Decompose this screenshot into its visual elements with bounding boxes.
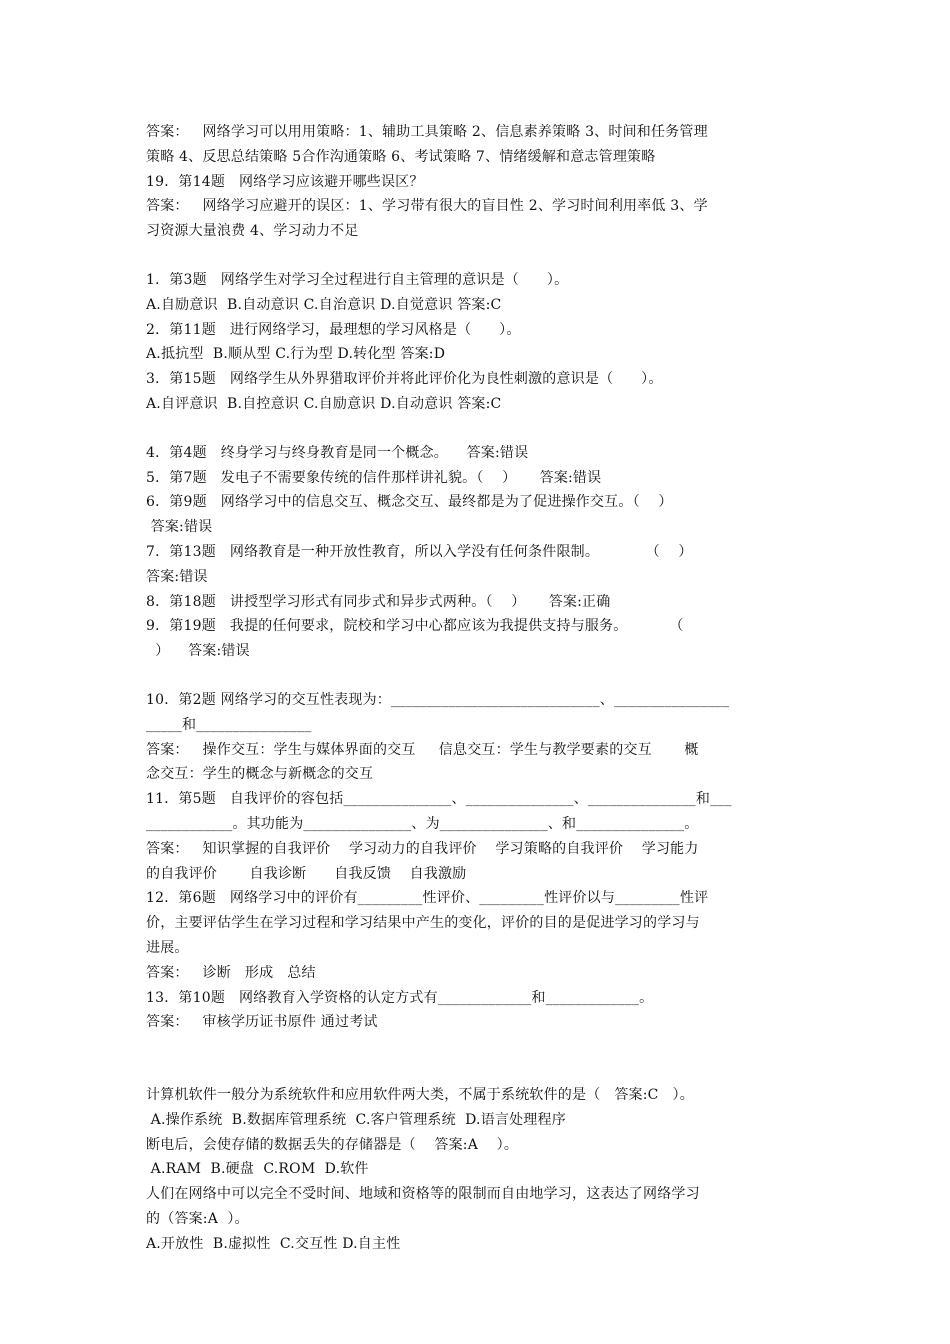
text-line: 7．第13题 网络教育是一种开放性教育，所以入学没有任何条件限制。 （ ） xyxy=(146,543,693,560)
text-line: _____和________________ xyxy=(146,716,312,733)
text-line: 9．第19题 我提的任何要求，院校和学习中心都应该为我提供支持与服务。 （ xyxy=(146,618,684,635)
text-line: 习资源大量浪费 4、学习动力不足 xyxy=(146,223,359,240)
text-line: 的（答案:A ）。 xyxy=(146,1211,249,1228)
text-line: 断电后，会使存储的数据丢失的存储器是（ 答案:A ）。 xyxy=(146,1136,519,1153)
text-line: A.自评意识 B.自控意识 C.自励意识 D.自动意识 答案:C xyxy=(146,395,502,412)
text-line: 3．第15题 网络学生从外界猎取评价并将此评价化为良性刺激的意识是（ ）。 xyxy=(146,371,663,388)
text-line: 1．第3题 网络学生对学习全过程进行自主管理的意识是（ ）。 xyxy=(146,271,569,288)
text-line: 11．第5题 自我评价的容包括_______________、_______________、_______________和___ xyxy=(146,791,732,808)
text-line: 2．第11题 进行网络学习，最理想的学习风格是（ ）。 xyxy=(146,321,521,338)
text-line: 答案： 操作交互：学生与媒体界面的交互 信息交互：学生与教学要素的交互 概 xyxy=(146,741,699,758)
text-line: 19．第14题 网络学习应该避开哪些误区？ xyxy=(146,173,424,190)
text-line: 策略 4、反思总结策略 5合作沟通策略 6、考试策略 7、情绪缓解和意志管理策略 xyxy=(146,148,656,165)
block-strategy-answers xyxy=(146,120,808,244)
text-line: 答案： 诊断 形成 总结 xyxy=(146,964,316,981)
text-line: ____________。其功能为_______________、为_______________、和_______________。 xyxy=(146,815,699,832)
text-line: 答案:错误 xyxy=(146,568,208,585)
text-line: 8．第18题 讲授型学习形式有同步式和异步式两种。（ ） 答案:正确 xyxy=(146,593,611,610)
text-line: A.操作系统 B.数据库管理系统 C.客户管理系统 D.语言处理程序 xyxy=(146,1111,566,1128)
block-single-choice xyxy=(146,268,808,417)
text-line: 4．第4题 终身学习与终身教育是同一个概念。 答案:错误 xyxy=(146,444,529,461)
text-line: A.开放性 B.虚拟性 C.交互性 D.自主性 xyxy=(146,1235,401,1252)
document-body xyxy=(146,120,808,1257)
text-line: 计算机软件一般分为系统软件和应用软件两大类，不属于系统软件的是（ 答案:C ）。 xyxy=(146,1087,694,1104)
text-line: A.自励意识 B.自动意识 C.自治意识 D.自觉意识 答案:C xyxy=(146,296,502,313)
text-line: 答案： 网络学习应避开的误区：1、学习带有很大的盲目性 2、学习时间利用率低 3、学 xyxy=(146,198,708,215)
text-line: ） 答案:错误 xyxy=(146,643,250,660)
text-line: 5．第7题 发电子不需要象传统的信件那样讲礼貌。（ ） 答案:错误 xyxy=(146,469,602,486)
block-computer-questions xyxy=(146,1083,808,1257)
text-line: 答案： 审核学历证书原件 通过考试 xyxy=(146,1014,378,1031)
text-line: 进展。 xyxy=(146,939,189,956)
text-line: 答案:错误 xyxy=(146,519,213,536)
text-line: 6．第9题 网络学习中的信息交互、概念交互、最终都是为了促进操作交互。（ ） xyxy=(146,494,673,511)
text-line: 念交互：学生的概念与新概念的交互 xyxy=(146,766,374,783)
text-line: A.RAM B.硬盘 C.ROM D.软件 xyxy=(146,1161,369,1178)
text-line: 人们在网络中可以完全不受时间、地域和资格等的限制而自由地学习，这表达了网络学习 xyxy=(146,1186,700,1203)
block-true-false xyxy=(146,441,808,664)
text-line: 价，主要评估学生在学习过程和学习结果中产生的变化，评价的目的是促进学习的学习与 xyxy=(146,915,700,932)
text-line: 13．第10题 网络教育入学资格的认定方式有_____________和_____________。 xyxy=(146,989,654,1006)
block-fill-in xyxy=(146,688,808,1035)
text-line: 的自我评价 自我诊断 自我反馈 自我激励 xyxy=(146,865,467,882)
text-line: 答案： 知识掌握的自我评价 学习动力的自我评价 学习策略的自我评价 学习能力 xyxy=(146,840,699,857)
text-line: 10．第2题 网络学习的交互性表现为：_____________________________、________________ xyxy=(146,691,730,708)
text-line: A.抵抗型 B.顺从型 C.行为型 D.转化型 答案:D xyxy=(146,346,446,363)
text-line: 12．第6题 网络学习中的评价有_________性评价、_________性评价以与_________性评 xyxy=(146,890,709,907)
text-line: 答案： 网络学习可以用用策略：1、辅助工具策略 2、信息素养策略 3、时间和任务管理 xyxy=(146,124,708,140)
